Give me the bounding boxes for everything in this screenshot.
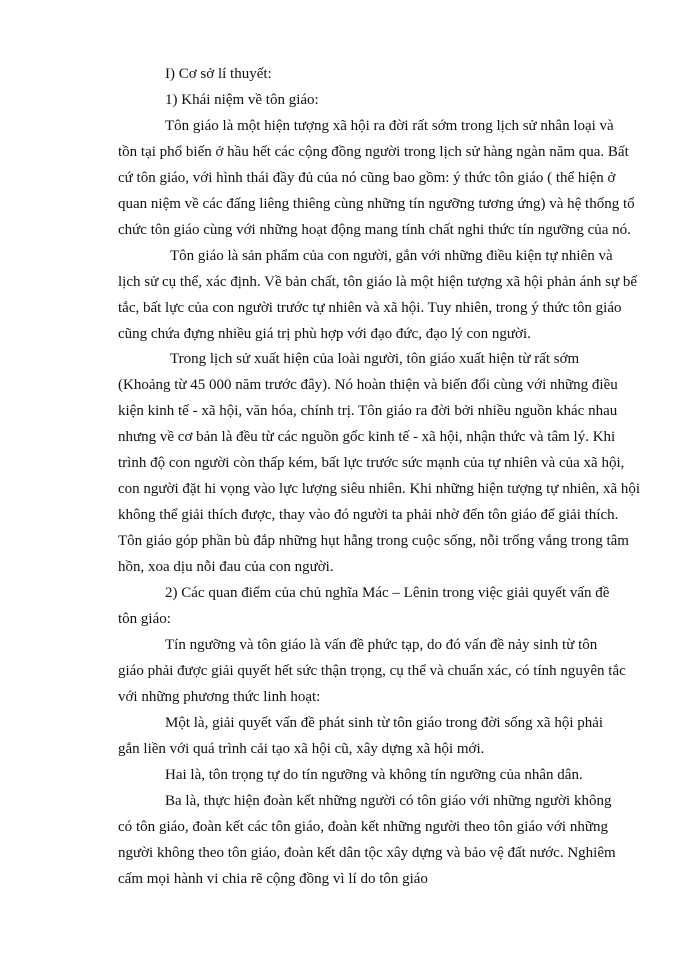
paragraph-line: hồn, xoa dịu nỗi đau của con người.	[118, 559, 334, 575]
paragraph-line: Tôn giáo là một hiện tượng xã hội ra đời rất sớm trong lịch sử nhân loại và	[165, 118, 614, 134]
paragraph-line: chức tôn giáo cùng với những hoạt động mang tính chất nghi thức tín ngưỡng của nó.	[118, 222, 631, 238]
section-heading: I) Cơ sở lí thuyết:	[165, 66, 272, 82]
paragraph-line: không thể giải thích được, thay vào đó người ta phải nhờ đến tôn giáo để giải thích.	[118, 507, 619, 523]
paragraph-line: với những phương thức linh hoạt:	[118, 689, 321, 705]
paragraph-line: kiện kinh tế - xã hội, văn hóa, chính trị. Tôn giáo ra đời bởi nhiều nguồn khác nhau	[118, 403, 618, 419]
paragraph-line: Ba là, thực hiện đoàn kết những người có tôn giáo với những người không	[165, 793, 612, 809]
paragraph-line: có tôn giáo, đoàn kết các tôn giáo, đoàn kết những người theo tôn giáo với những	[118, 819, 608, 835]
paragraph-line: giáo phải được giải quyết hết sức thận trọng, cụ thể và chuẩn xác, có tính nguyên tắc	[118, 663, 626, 679]
paragraph-line: tắc, bất lực của con người trước tự nhiên và xã hội. Tuy nhiên, trong ý thức tôn giáo	[118, 300, 622, 316]
paragraph-line: cấm mọi hành vi chia rẽ cộng đồng vì lí do tôn giáo	[118, 871, 428, 887]
paragraph-line: người không theo tôn giáo, đoàn kết dân tộc xây dựng và bảo vệ đất nước. Nghiêm	[118, 845, 616, 861]
paragraph-line: cứ tôn giáo, với hình thái đầy đủ của nó cũng bao gồm: ý thức tôn giáo ( thể hiện ở	[118, 170, 616, 186]
paragraph-line: con người đặt hi vọng vào lực lượng siêu nhiên. Khi những hiện tượng tự nhiên, xã hội	[118, 481, 641, 497]
subsection-heading: 1) Khái niệm về tôn giáo:	[165, 92, 319, 108]
paragraph-line: trình độ con người còn thấp kém, bất lực trước sức mạnh của tự nhiên và của xã hội,	[118, 455, 625, 471]
paragraph-line: Trong lịch sử xuất hiện của loài người, tôn giáo xuất hiện từ rất sớm	[170, 351, 580, 367]
paragraph-line: nhưng về cơ bản là đều từ các nguồn gốc kinh tế - xã hội, nhận thức và tâm lý. Khi	[118, 429, 616, 445]
subsection-heading: tôn giáo:	[118, 611, 171, 627]
paragraph-line: (Khoảng từ 45 000 năm trước đây). Nó hoàn thiện và biến đổi cùng với những điều	[118, 377, 618, 393]
paragraph-line: Tôn giáo là sản phẩm của con người, gắn với những điều kiện tự nhiên và	[170, 248, 613, 264]
paragraph-line: Tôn giáo góp phần bù đắp những hụt hẫng trong cuộc sống, nỗi trống vắng trong tâm	[118, 533, 629, 549]
paragraph-line: Tín ngưỡng và tôn giáo là vấn đề phức tạp, do đó vấn đề nảy sinh từ tôn	[165, 637, 598, 653]
paragraph-line: tồn tại phổ biến ở hầu hết các cộng đồng người trong lịch sử hàng ngàn năm qua. Bất	[118, 144, 629, 160]
paragraph-line: cũng chứa đựng nhiều giá trị phù hợp với đạo đức, đạo lý con người.	[118, 326, 531, 342]
paragraph-line: Một là, giải quyết vấn đề phát sinh từ tôn giáo trong đời sống xã hội phải	[165, 715, 604, 731]
paragraph-line: quan niệm về các đấng liêng thiêng cùng những tín ngưỡng tương ứng) và hệ thống tổ	[118, 196, 635, 212]
subsection-heading: 2) Các quan điểm của chủ nghĩa Mác – Lênin trong việc giải quyết vấn đề	[165, 585, 610, 601]
paragraph-line: lịch sử cụ thể, xác định. Về bản chất, tôn giáo là một hiện tượng xã hội phản ánh sự bế	[118, 274, 638, 290]
paragraph-line: gắn liền với quá trình cải tạo xã hội cũ, xây dựng xã hội mới.	[118, 741, 485, 757]
paragraph-line: Hai là, tôn trọng tự do tín ngưỡng và không tín ngưỡng của nhân dân.	[165, 767, 583, 783]
